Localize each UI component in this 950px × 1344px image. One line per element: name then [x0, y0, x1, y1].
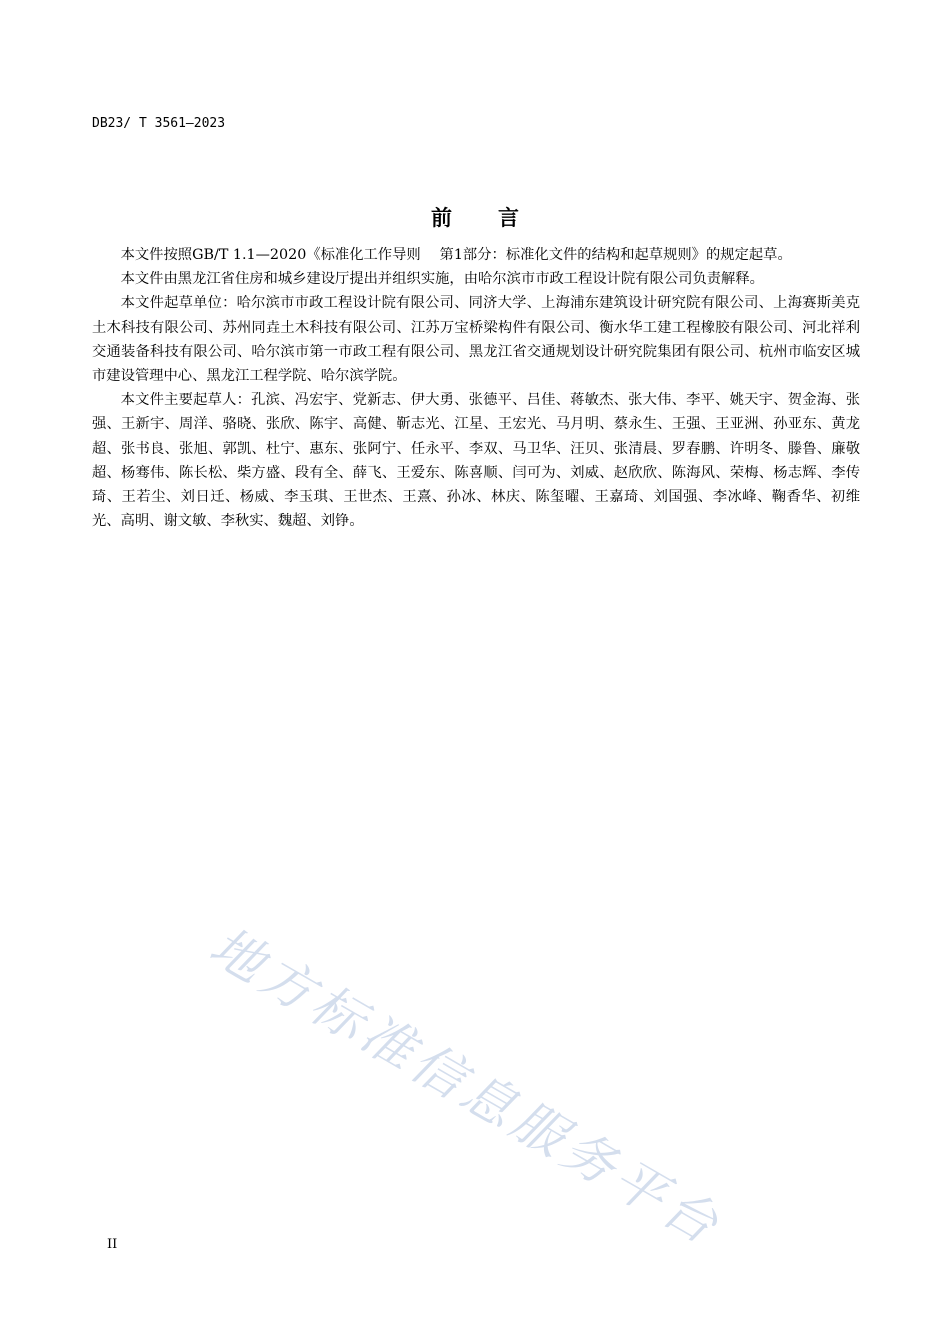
document-code: DB23/ T 3561—2023 — [92, 116, 226, 131]
section-title: 前言 — [431, 206, 565, 230]
page-number: II — [107, 1237, 118, 1252]
paragraph-drafting-units: 本文件起草单位：哈尔滨市市政工程设计院有限公司、同济大学、上海浦东建筑设计研究院有限公司、上海赛斯美克土木科技有限公司、苏州同垚土木科技有限公司、江苏万宝桥梁构件有限公司、衡水华工建工程橡胶有限公司、河北祥利交通装备科技有限公司、哈尔滨市第一市政工程有限公司、黑龙江省交通规划设计研究院集团有限公司、杭州市临安区城市建设管理中心、黑龙江工程学院、哈尔滨学院。 — [92, 295, 860, 385]
watermark: 地方标准信息服务平台 — [199, 916, 732, 1259]
paragraph-drafters: 本文件主要起草人：孔滨、冯宏宇、党新志、伊大勇、张德平、吕佳、蒋敏杰、张大伟、李平、姚天宇、贺金海、张强、王新宇、周洋、骆晓、张欣、陈宇、高健、靳志光、江星、王宏光、马月明、蔡永生、王强、王亚洲、孙亚东、黄龙超、张书良、张旭、郭凯、杜宁、惠东、张阿宁、任永平、李双、马卫华、汪贝、张清晨、罗春鹏、许明冬、滕鲁、廉敬超、杨骞伟、陈长松、柴方盛、段有全、薛飞、王爱东、陈喜顺、闫可为、刘威、赵欣欣、陈海风、荣梅、杨志辉、李传琦、王若尘、刘日迁、杨威、李玉琪、王世杰、王熹、孙冰、林庆、陈玺曜、王嘉琦、刘国强、李冰峰、鞠香华、初维光、高明、谢文敏、李秋实、魏超、刘铮。 — [92, 392, 860, 530]
paragraph-proposer: 本文件由黑龙江省住房和城乡建设厅提出并组织实施，由哈尔滨市市政工程设计院有限公司负责解释。 — [120, 271, 764, 288]
paragraph-standard-basis: 本文件按照GB/T 1.1—2020《标准化工作导则 第1部分：标准化文件的结构和起草规则》的规定起草。 — [120, 247, 792, 263]
body-text — [92, 243, 860, 533]
